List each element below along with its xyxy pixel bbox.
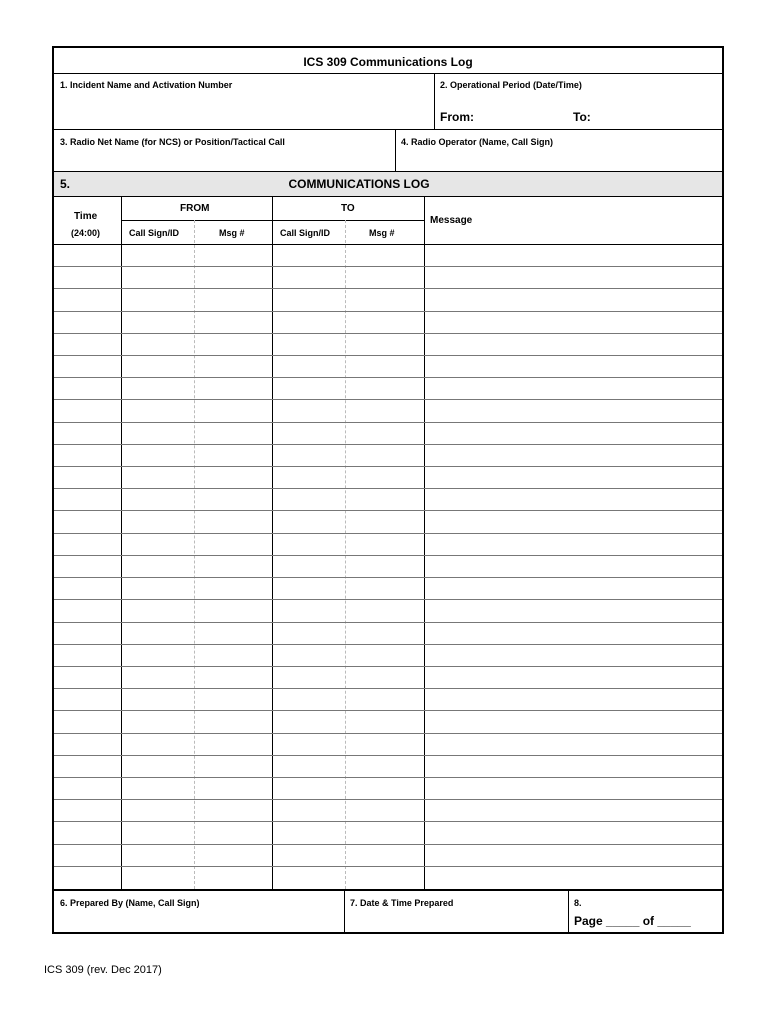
log-row[interactable]	[54, 267, 722, 289]
divider	[121, 220, 424, 221]
page-of-label: Page _____ of _____	[574, 914, 691, 928]
log-row[interactable]	[54, 623, 722, 645]
log-row[interactable]	[54, 689, 722, 711]
log-row[interactable]	[54, 245, 722, 267]
op-period-to-label: To:	[573, 110, 591, 124]
divider	[54, 129, 722, 130]
time-format-label: (24:00)	[71, 228, 101, 238]
log-row[interactable]	[54, 711, 722, 733]
section5-header	[54, 172, 722, 196]
log-row[interactable]	[54, 667, 722, 689]
log-rows	[54, 245, 722, 890]
log-row[interactable]	[54, 600, 722, 622]
operational-period-label: 2. Operational Period (Date/Time)	[440, 80, 582, 90]
log-row[interactable]	[54, 734, 722, 756]
log-row[interactable]	[54, 778, 722, 800]
form-revision: ICS 309 (rev. Dec 2017)	[44, 964, 162, 976]
log-row[interactable]	[54, 445, 722, 467]
radio-net-label: 3. Radio Net Name (for NCS) or Position/Tactical Call	[60, 137, 285, 147]
divider	[54, 73, 722, 74]
time-column-header: Time	[74, 211, 98, 222]
divider	[54, 196, 722, 197]
log-row[interactable]	[54, 400, 722, 422]
divider	[395, 129, 396, 171]
log-row[interactable]	[54, 845, 722, 867]
log-row[interactable]	[54, 556, 722, 578]
incident-name-label: 1. Incident Name and Activation Number	[60, 80, 233, 90]
log-row[interactable]	[54, 645, 722, 667]
log-row[interactable]	[54, 467, 722, 489]
from-group-header: FROM	[180, 203, 210, 214]
log-row[interactable]	[54, 511, 722, 533]
prepared-by-label: 6. Prepared By (Name, Call Sign)	[60, 898, 200, 908]
date-time-prepared-label: 7. Date & Time Prepared	[350, 898, 454, 908]
divider	[344, 890, 345, 934]
log-row[interactable]	[54, 867, 722, 889]
log-row[interactable]	[54, 423, 722, 445]
divider	[54, 889, 722, 891]
to-callsign-header: Call Sign/ID	[280, 228, 331, 238]
to-group-header: TO	[341, 203, 355, 214]
ics309-form	[52, 46, 724, 934]
divider	[568, 890, 569, 934]
log-row[interactable]	[54, 578, 722, 600]
to-msg-header: Msg #	[369, 228, 395, 238]
section5-title: COMMUNICATIONS LOG	[288, 177, 430, 191]
log-row[interactable]	[54, 822, 722, 844]
log-row[interactable]	[54, 334, 722, 356]
op-period-from-label: From:	[440, 110, 474, 124]
form-title: ICS 309 Communications Log	[303, 55, 473, 69]
radio-operator-label: 4. Radio Operator (Name, Call Sign)	[401, 137, 554, 147]
log-row[interactable]	[54, 378, 722, 400]
log-row[interactable]	[54, 534, 722, 556]
log-row[interactable]	[54, 489, 722, 511]
page-number-label: 8.	[574, 898, 582, 908]
log-row[interactable]	[54, 289, 722, 311]
message-column-header: Message	[430, 215, 473, 226]
log-row[interactable]	[54, 756, 722, 778]
log-row[interactable]	[54, 312, 722, 334]
log-row[interactable]	[54, 800, 722, 822]
from-callsign-header: Call Sign/ID	[129, 228, 180, 238]
divider	[434, 73, 435, 129]
log-row[interactable]	[54, 356, 722, 378]
from-msg-header: Msg #	[219, 228, 245, 238]
section5-number: 5.	[60, 177, 71, 191]
